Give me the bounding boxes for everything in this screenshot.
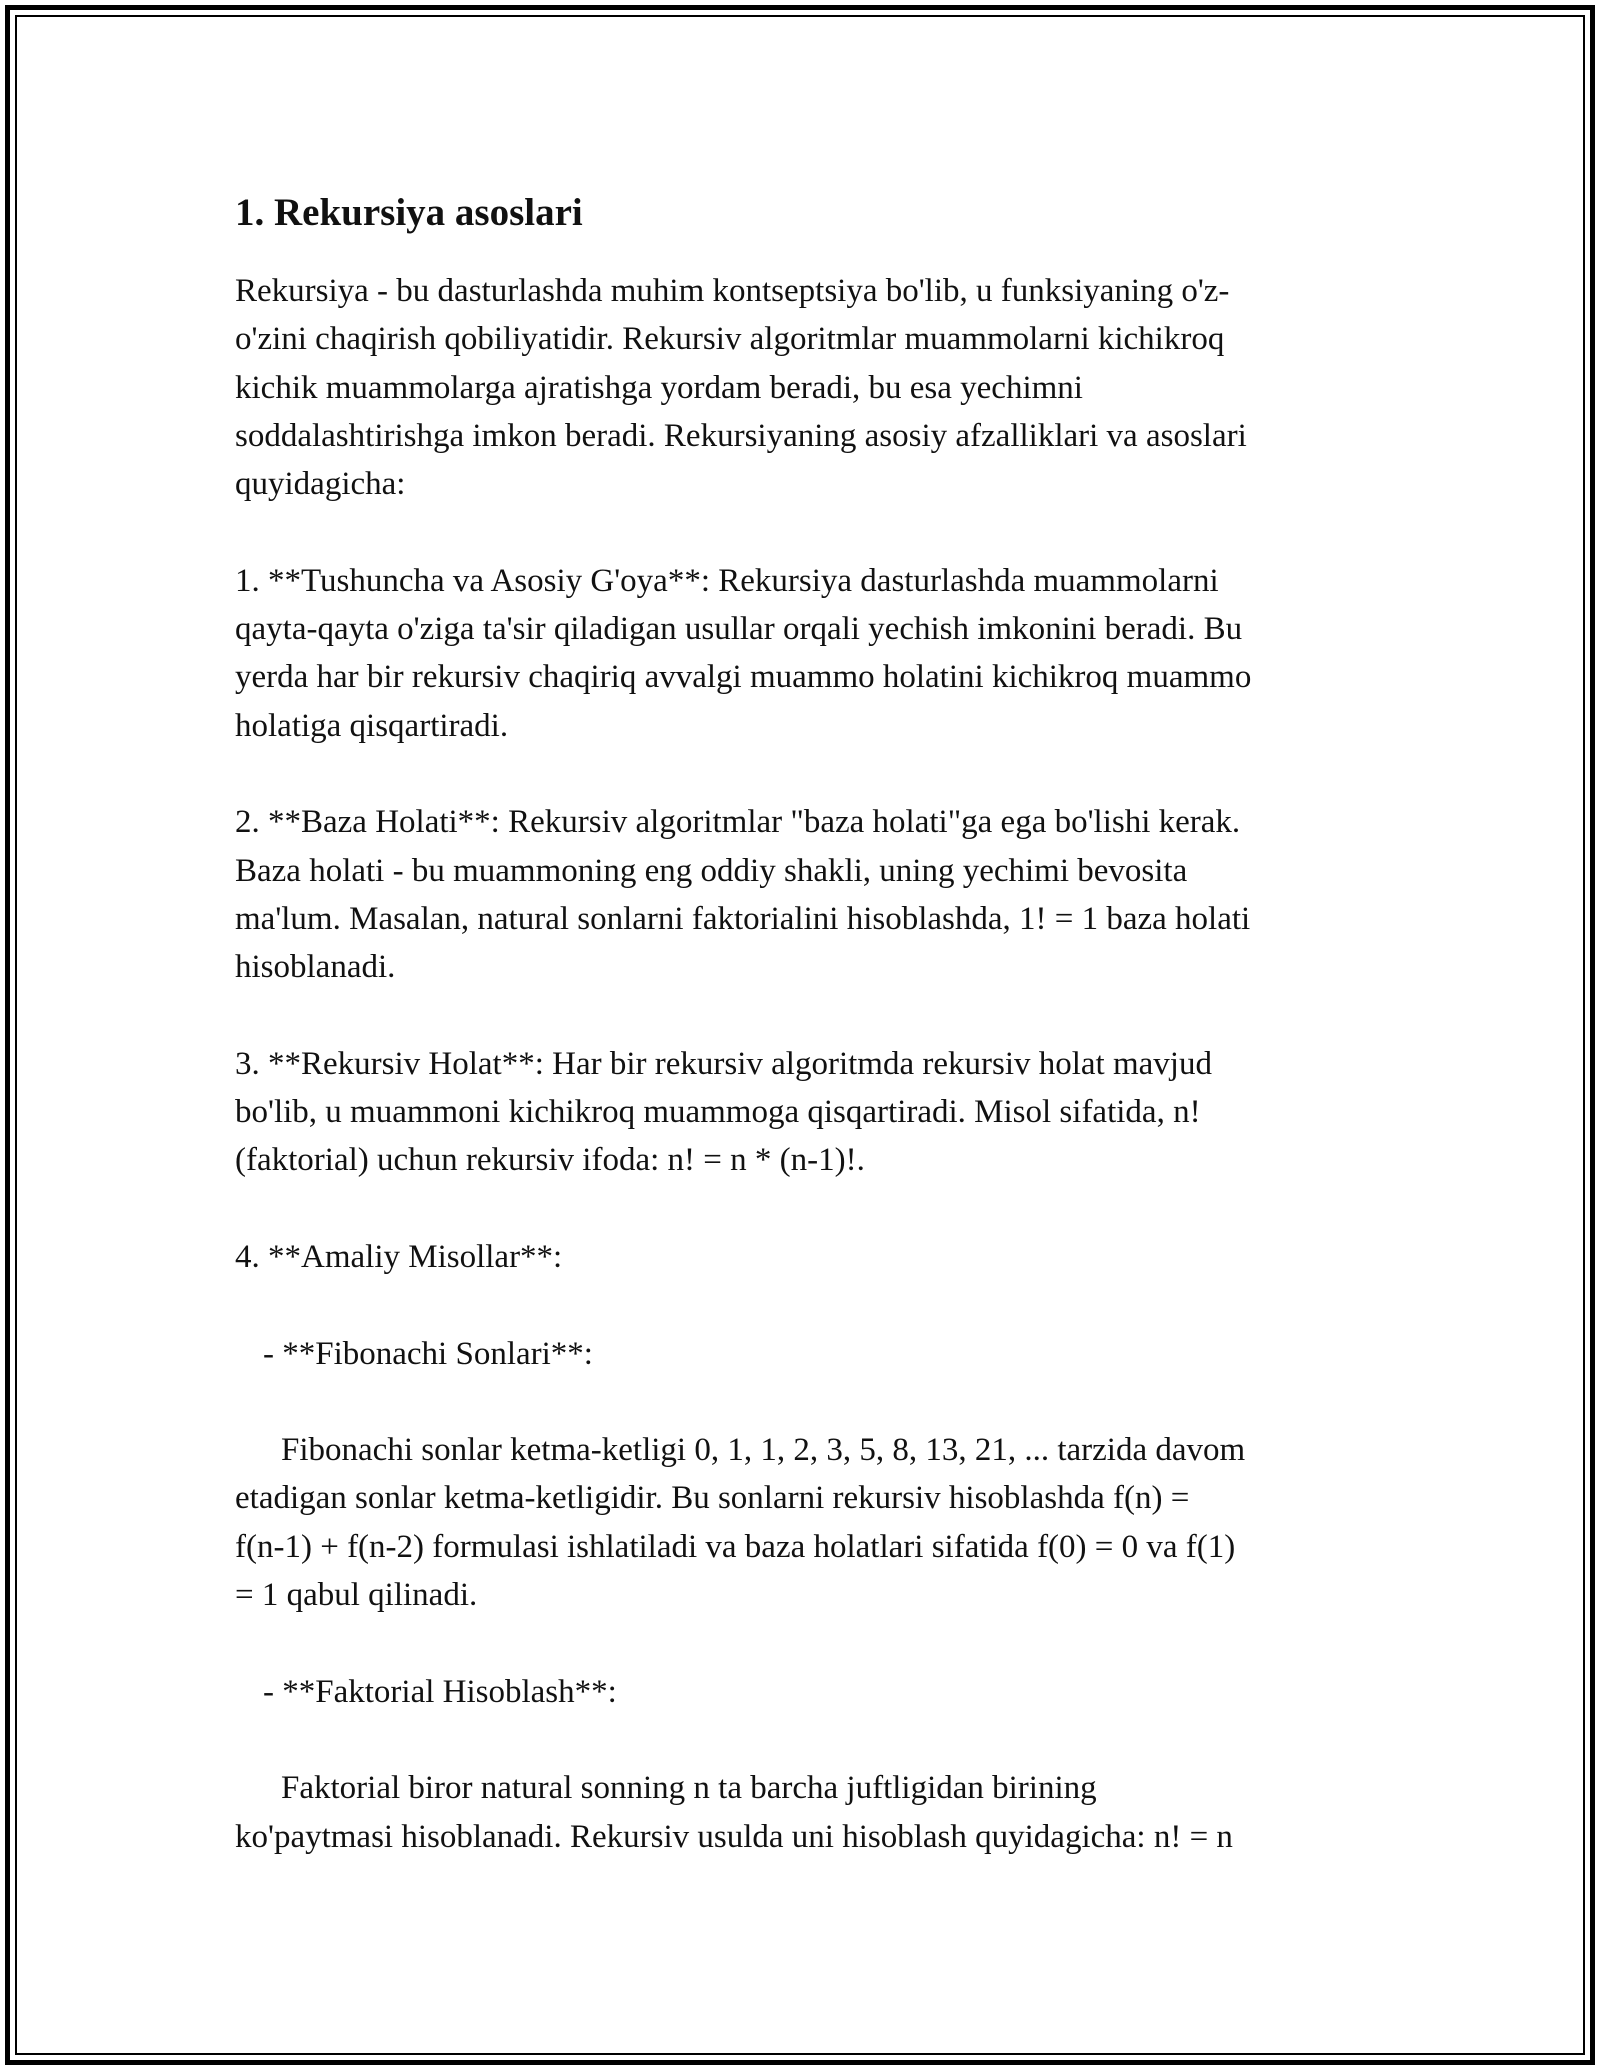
list-item-3: 3. **Rekursiv Holat**: Har bir rekursiv algoritmda rekursiv holat mavjud bo'lib, u muammoni kichikroq muammoga qisqartiradi. Misol sifatida, n! (faktorial) uchun rekursiv ifoda: n! = n * (n-1)!. xyxy=(235,1045,1212,1179)
list-item-4: 4. **Amaliy Misollar**: xyxy=(235,1238,563,1275)
paragraph-gap xyxy=(235,1185,1375,1233)
fibonacci-subheading: - **Fibonachi Sonlari**: xyxy=(263,1335,593,1372)
list-item-1: 1. **Tushuncha va Asosiy G'oya**: Rekursiya dasturlashda muammolarni qayta-qayta o'ziga ta'sir qiladigan usullar orqali yechish imkonini beradi. Bu yerda har bir rekursiv chaqiriq avvalgi muammo holatini kichikroq muammo holatiga qisqartiradi. xyxy=(235,562,1252,744)
paragraph-gap xyxy=(235,1716,1375,1764)
paragraph-gap xyxy=(235,991,1375,1039)
list-item-2: 2. **Baza Holati**: Rekursiv algoritmlar "baza holati"ga ega bo'lishi kerak. Baza holati - bu muammoning eng oddiy shakli, uning yechimi bevosita ma'lum. Masalan, natural sonlarni faktorialini hisoblashda, 1! = 1 baza holati hisoblanadi. xyxy=(235,804,1251,986)
paragraph-gap xyxy=(235,1281,1375,1329)
factorial-subheading: - **Faktorial Hisoblash**: xyxy=(263,1673,617,1710)
intro-paragraph: Rekursiya - bu dasturlashda muhim kontseptsiya bo'lib, u funksiyaning o'z- o'zini chaqirish qobiliyatidir. Rekursiv algoritmlar muammolarni kichikroq kichik muammolarga ajratishga yordam beradi, bu esa yechimni soddalashtirishga imkon beradi. Rekursiyaning asosiy afzalliklari va asoslari quyidagicha: xyxy=(235,273,1247,503)
paragraph-gap xyxy=(235,1378,1375,1426)
section-heading: 1. Rekursiya asoslari xyxy=(235,191,583,234)
document-body xyxy=(235,185,1375,1861)
paragraph-gap xyxy=(235,750,1375,798)
paragraph-gap xyxy=(235,508,1375,556)
fibonacci-paragraph: Fibonachi sonlar ketma-ketligi 0, 1, 1, 2, 3, 5, 8, 13, 21, ... tarzida davom etadigan sonlar ketma-ketligidir. Bu sonlarni rekursiv hisoblashda f(n) = f(n-1) + f(n-2) formulasi ishlatiladi va baza holatlari sifatida f(0) = 0 va f(1) = 1 qabul qilinadi. xyxy=(235,1432,1246,1614)
factorial-paragraph: Faktorial biror natural sonning n ta barcha juftligidan birining ko'paytmasi hisoblanadi. Rekursiv usulda uni hisoblash quyidagicha: n! = n xyxy=(235,1770,1233,1855)
paragraph-gap xyxy=(235,1619,1375,1667)
